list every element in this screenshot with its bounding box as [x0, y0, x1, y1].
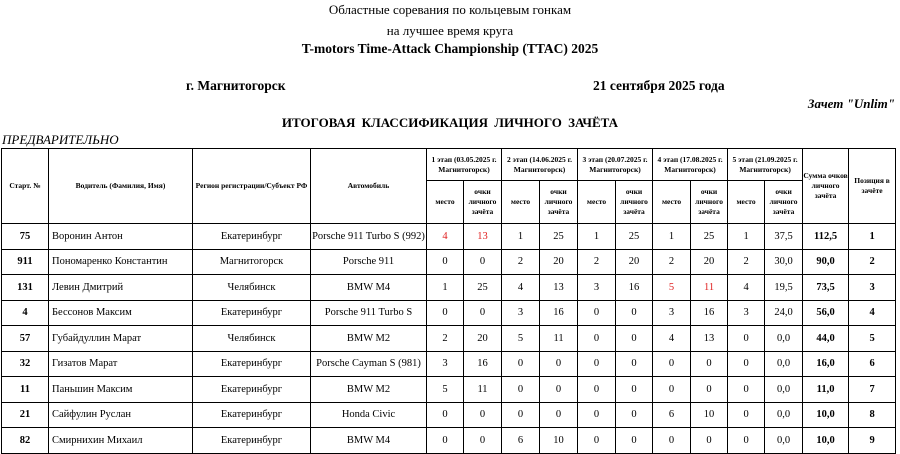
col-header-stage-1: 1 этап (03.05.2025 г. Магнитогорск) [427, 149, 502, 181]
points-sum-cell: 44,0 [803, 326, 849, 352]
col-header-stage-3-place: место [578, 181, 616, 224]
start-number-cell: 75 [2, 224, 49, 250]
stage-1-place-cell: 0 [427, 402, 464, 428]
car-cell: BMW M4 [311, 428, 427, 454]
col-header-driver: Водитель (Фамилия, Имя) [49, 149, 193, 224]
stage-1-points-cell: 25 [464, 275, 502, 301]
stage-5-place-cell: 0 [728, 326, 765, 352]
stage-4-place-cell: 0 [653, 377, 691, 403]
table-row [2, 402, 896, 428]
stage-2-points-cell: 0 [540, 377, 578, 403]
stage-3-points-cell: 16 [616, 275, 653, 301]
start-number-cell: 911 [2, 249, 49, 275]
col-header-car: Автомобиль [311, 149, 427, 224]
stage-2-place-cell: 3 [502, 300, 540, 326]
points-sum-cell: 112,5 [803, 224, 849, 250]
stage-4-points-cell: 16 [691, 300, 728, 326]
stage-5-points-cell: 0,0 [765, 351, 803, 377]
points-sum-cell: 90,0 [803, 249, 849, 275]
stage-4-points-cell: 13 [691, 326, 728, 352]
stage-1-place-cell: 0 [427, 300, 464, 326]
position-cell: 6 [849, 351, 896, 377]
col-header-stage-1-place: место [427, 181, 464, 224]
start-number-cell: 11 [2, 377, 49, 403]
col-header-stage-5-points: очки личного зачёта [765, 181, 803, 224]
points-sum-cell: 73,5 [803, 275, 849, 301]
points-sum-cell: 16,0 [803, 351, 849, 377]
car-cell: Porsche 911 Turbo S (992) [311, 224, 427, 250]
points-sum-cell: 10,0 [803, 428, 849, 454]
stage-5-points-cell: 19,5 [765, 275, 803, 301]
table-row [2, 249, 896, 275]
stage-5-points-cell: 37,5 [765, 224, 803, 250]
table-row [2, 326, 896, 352]
stage-5-points-cell: 30,0 [765, 249, 803, 275]
position-cell: 3 [849, 275, 896, 301]
col-header-stage-4-points: очки личного зачёта [691, 181, 728, 224]
classification-heading: ИТОГОВАЯ КЛАССИФИКАЦИЯ ЛИЧНОГО ЗАЧЁТА [281, 115, 619, 130]
stage-2-points-cell: 25 [540, 224, 578, 250]
driver-cell: Пономаренко Константин [49, 249, 193, 275]
stage-3-points-cell: 25 [616, 224, 653, 250]
col-header-stage-4-place: место [653, 181, 691, 224]
points-sum-cell: 10,0 [803, 402, 849, 428]
stage-4-place-cell: 3 [653, 300, 691, 326]
stage-5-place-cell: 2 [728, 249, 765, 275]
stage-3-place-cell: 0 [578, 402, 616, 428]
results-body [2, 224, 896, 454]
stage-3-place-cell: 0 [578, 377, 616, 403]
region-cell: Екатеринбург [193, 402, 311, 428]
table-row [2, 275, 896, 301]
stage-1-place-cell: 2 [427, 326, 464, 352]
col-header-stage-4: 4 этап (17.08.2025 г. Магнитогорск) [653, 149, 728, 181]
col-header-stage-3-points: очки личного зачёта [616, 181, 653, 224]
car-cell: Honda Civic [311, 402, 427, 428]
stage-5-place-cell: 4 [728, 275, 765, 301]
car-cell: BMW M2 [311, 377, 427, 403]
stage-5-points-cell: 0,0 [765, 402, 803, 428]
region-cell: Магнитогорск [193, 249, 311, 275]
driver-cell: Левин Дмитрий [49, 275, 193, 301]
stage-4-place-cell: 5 [653, 275, 691, 301]
table-row [2, 300, 896, 326]
position-cell: 8 [849, 402, 896, 428]
position-cell: 4 [849, 300, 896, 326]
stage-2-points-cell: 11 [540, 326, 578, 352]
start-number-cell: 57 [2, 326, 49, 352]
stage-3-place-cell: 2 [578, 249, 616, 275]
stage-3-points-cell: 0 [616, 402, 653, 428]
stage-3-place-cell: 0 [578, 300, 616, 326]
stage-2-place-cell: 6 [502, 428, 540, 454]
stage-3-place-cell: 0 [578, 326, 616, 352]
stage-3-place-cell: 1 [578, 224, 616, 250]
stage-5-points-cell: 0,0 [765, 377, 803, 403]
stage-4-points-cell: 0 [691, 428, 728, 454]
col-header-position: Позиция в зачёте [849, 149, 896, 224]
stage-1-points-cell: 0 [464, 249, 502, 275]
stage-2-points-cell: 10 [540, 428, 578, 454]
stage-1-place-cell: 0 [427, 249, 464, 275]
stage-3-place-cell: 0 [578, 428, 616, 454]
stage-3-points-cell: 0 [616, 428, 653, 454]
event-date: 21 сентября 2025 года [593, 78, 725, 93]
driver-cell: Гизатов Марат [49, 351, 193, 377]
stage-4-place-cell: 0 [653, 428, 691, 454]
position-cell: 7 [849, 377, 896, 403]
stage-5-place-cell: 0 [728, 428, 765, 454]
stage-2-place-cell: 0 [502, 402, 540, 428]
stage-4-place-cell: 6 [653, 402, 691, 428]
driver-cell: Смирнихин Михаил [49, 428, 193, 454]
col-header-region: Регион регистрации/Субъект РФ [193, 149, 311, 224]
driver-cell: Бессонов Максим [49, 300, 193, 326]
preliminary-label: ПРЕДВАРИТЕЛЬНО [2, 132, 119, 147]
stage-1-place-cell: 3 [427, 351, 464, 377]
car-cell: BMW M2 [311, 326, 427, 352]
stage-5-place-cell: 1 [728, 224, 765, 250]
stage-3-points-cell: 0 [616, 351, 653, 377]
col-header-start: Старт. № [2, 149, 49, 224]
car-cell: Porsche 911 Turbo S [311, 300, 427, 326]
stage-3-points-cell: 0 [616, 326, 653, 352]
stage-4-place-cell: 0 [653, 351, 691, 377]
stage-4-points-cell: 20 [691, 249, 728, 275]
start-number-cell: 4 [2, 300, 49, 326]
stage-3-points-cell: 0 [616, 377, 653, 403]
results-table [1, 148, 896, 454]
table-row [2, 224, 896, 250]
stage-5-place-cell: 0 [728, 377, 765, 403]
stage-5-place-cell: 0 [728, 402, 765, 428]
start-number-cell: 131 [2, 275, 49, 301]
position-cell: 1 [849, 224, 896, 250]
region-cell: Челябинск [193, 326, 311, 352]
region-cell: Екатеринбург [193, 351, 311, 377]
stage-1-place-cell: 0 [427, 428, 464, 454]
stage-1-points-cell: 0 [464, 300, 502, 326]
start-number-cell: 82 [2, 428, 49, 454]
stage-4-place-cell: 4 [653, 326, 691, 352]
points-sum-cell: 11,0 [803, 377, 849, 403]
stage-4-place-cell: 1 [653, 224, 691, 250]
stage-1-points-cell: 13 [464, 224, 502, 250]
table-row [2, 377, 896, 403]
stage-4-points-cell: 0 [691, 351, 728, 377]
stage-5-place-cell: 3 [728, 300, 765, 326]
stage-3-place-cell: 0 [578, 351, 616, 377]
event-title-line2: на лучшее время круга [386, 23, 514, 38]
driver-cell: Воронин Антон [49, 224, 193, 250]
start-number-cell: 32 [2, 351, 49, 377]
col-header-stage-3: 3 этап (20.07.2025 г. Магнитогорск) [578, 149, 653, 181]
stage-1-points-cell: 11 [464, 377, 502, 403]
car-cell: Porsche Cayman S (981) [311, 351, 427, 377]
stage-5-place-cell: 0 [728, 351, 765, 377]
col-header-stage-2-points: очки личного зачёта [540, 181, 578, 224]
stage-5-points-cell: 0,0 [765, 428, 803, 454]
col-header-stage-5-place: место [728, 181, 765, 224]
stage-1-points-cell: 0 [464, 428, 502, 454]
stage-2-place-cell: 1 [502, 224, 540, 250]
table-row [2, 428, 896, 454]
driver-cell: Сайфулин Руслан [49, 402, 193, 428]
position-cell: 2 [849, 249, 896, 275]
stage-1-place-cell: 1 [427, 275, 464, 301]
stage-2-points-cell: 20 [540, 249, 578, 275]
points-sum-cell: 56,0 [803, 300, 849, 326]
stage-4-place-cell: 2 [653, 249, 691, 275]
stage-2-points-cell: 16 [540, 300, 578, 326]
event-city: г. Магнитогорск [186, 78, 286, 93]
stage-2-place-cell: 2 [502, 249, 540, 275]
driver-cell: Губайдуллин Марат [49, 326, 193, 352]
position-cell: 9 [849, 428, 896, 454]
region-cell: Екатеринбург [193, 377, 311, 403]
stage-3-points-cell: 20 [616, 249, 653, 275]
stage-4-points-cell: 0 [691, 377, 728, 403]
col-header-stage-2: 2 этап (14.06.2025 г. Магнитогорск) [502, 149, 578, 181]
stage-3-points-cell: 0 [616, 300, 653, 326]
stage-1-place-cell: 4 [427, 224, 464, 250]
stage-2-place-cell: 0 [502, 351, 540, 377]
col-header-stage-5: 5 этап (21.09.2025 г. Магнитогорск) [728, 149, 803, 181]
stage-2-place-cell: 4 [502, 275, 540, 301]
region-cell: Екатеринбург [193, 224, 311, 250]
region-cell: Екатеринбург [193, 300, 311, 326]
stage-4-points-cell: 11 [691, 275, 728, 301]
car-cell: Porsche 911 [311, 249, 427, 275]
position-cell: 5 [849, 326, 896, 352]
start-number-cell: 21 [2, 402, 49, 428]
stage-1-points-cell: 16 [464, 351, 502, 377]
stage-2-place-cell: 0 [502, 377, 540, 403]
stage-2-place-cell: 5 [502, 326, 540, 352]
class-label: Зачет "Unlim" [807, 96, 895, 111]
region-cell: Челябинск [193, 275, 311, 301]
championship-name: T-motors Time-Attack Championship (TTAC) 2025 [301, 41, 599, 56]
stage-2-points-cell: 0 [540, 351, 578, 377]
col-header-stage-2-place: место [502, 181, 540, 224]
driver-cell: Паньшин Максим [49, 377, 193, 403]
event-title-line1: Областные соревания по кольцевым гонкам [328, 2, 572, 17]
stage-4-points-cell: 25 [691, 224, 728, 250]
stage-1-place-cell: 5 [427, 377, 464, 403]
table-row [2, 351, 896, 377]
stage-3-place-cell: 3 [578, 275, 616, 301]
col-header-sum: Сумма очков личного зачёта [803, 149, 849, 224]
region-cell: Екатеринбург [193, 428, 311, 454]
stage-4-points-cell: 10 [691, 402, 728, 428]
stage-2-points-cell: 0 [540, 402, 578, 428]
stage-5-points-cell: 24,0 [765, 300, 803, 326]
stage-1-points-cell: 0 [464, 402, 502, 428]
stage-5-points-cell: 0,0 [765, 326, 803, 352]
col-header-stage-1-points: очки личного зачёта [464, 181, 502, 224]
stage-2-points-cell: 13 [540, 275, 578, 301]
stage-1-points-cell: 20 [464, 326, 502, 352]
car-cell: BMW M4 [311, 275, 427, 301]
